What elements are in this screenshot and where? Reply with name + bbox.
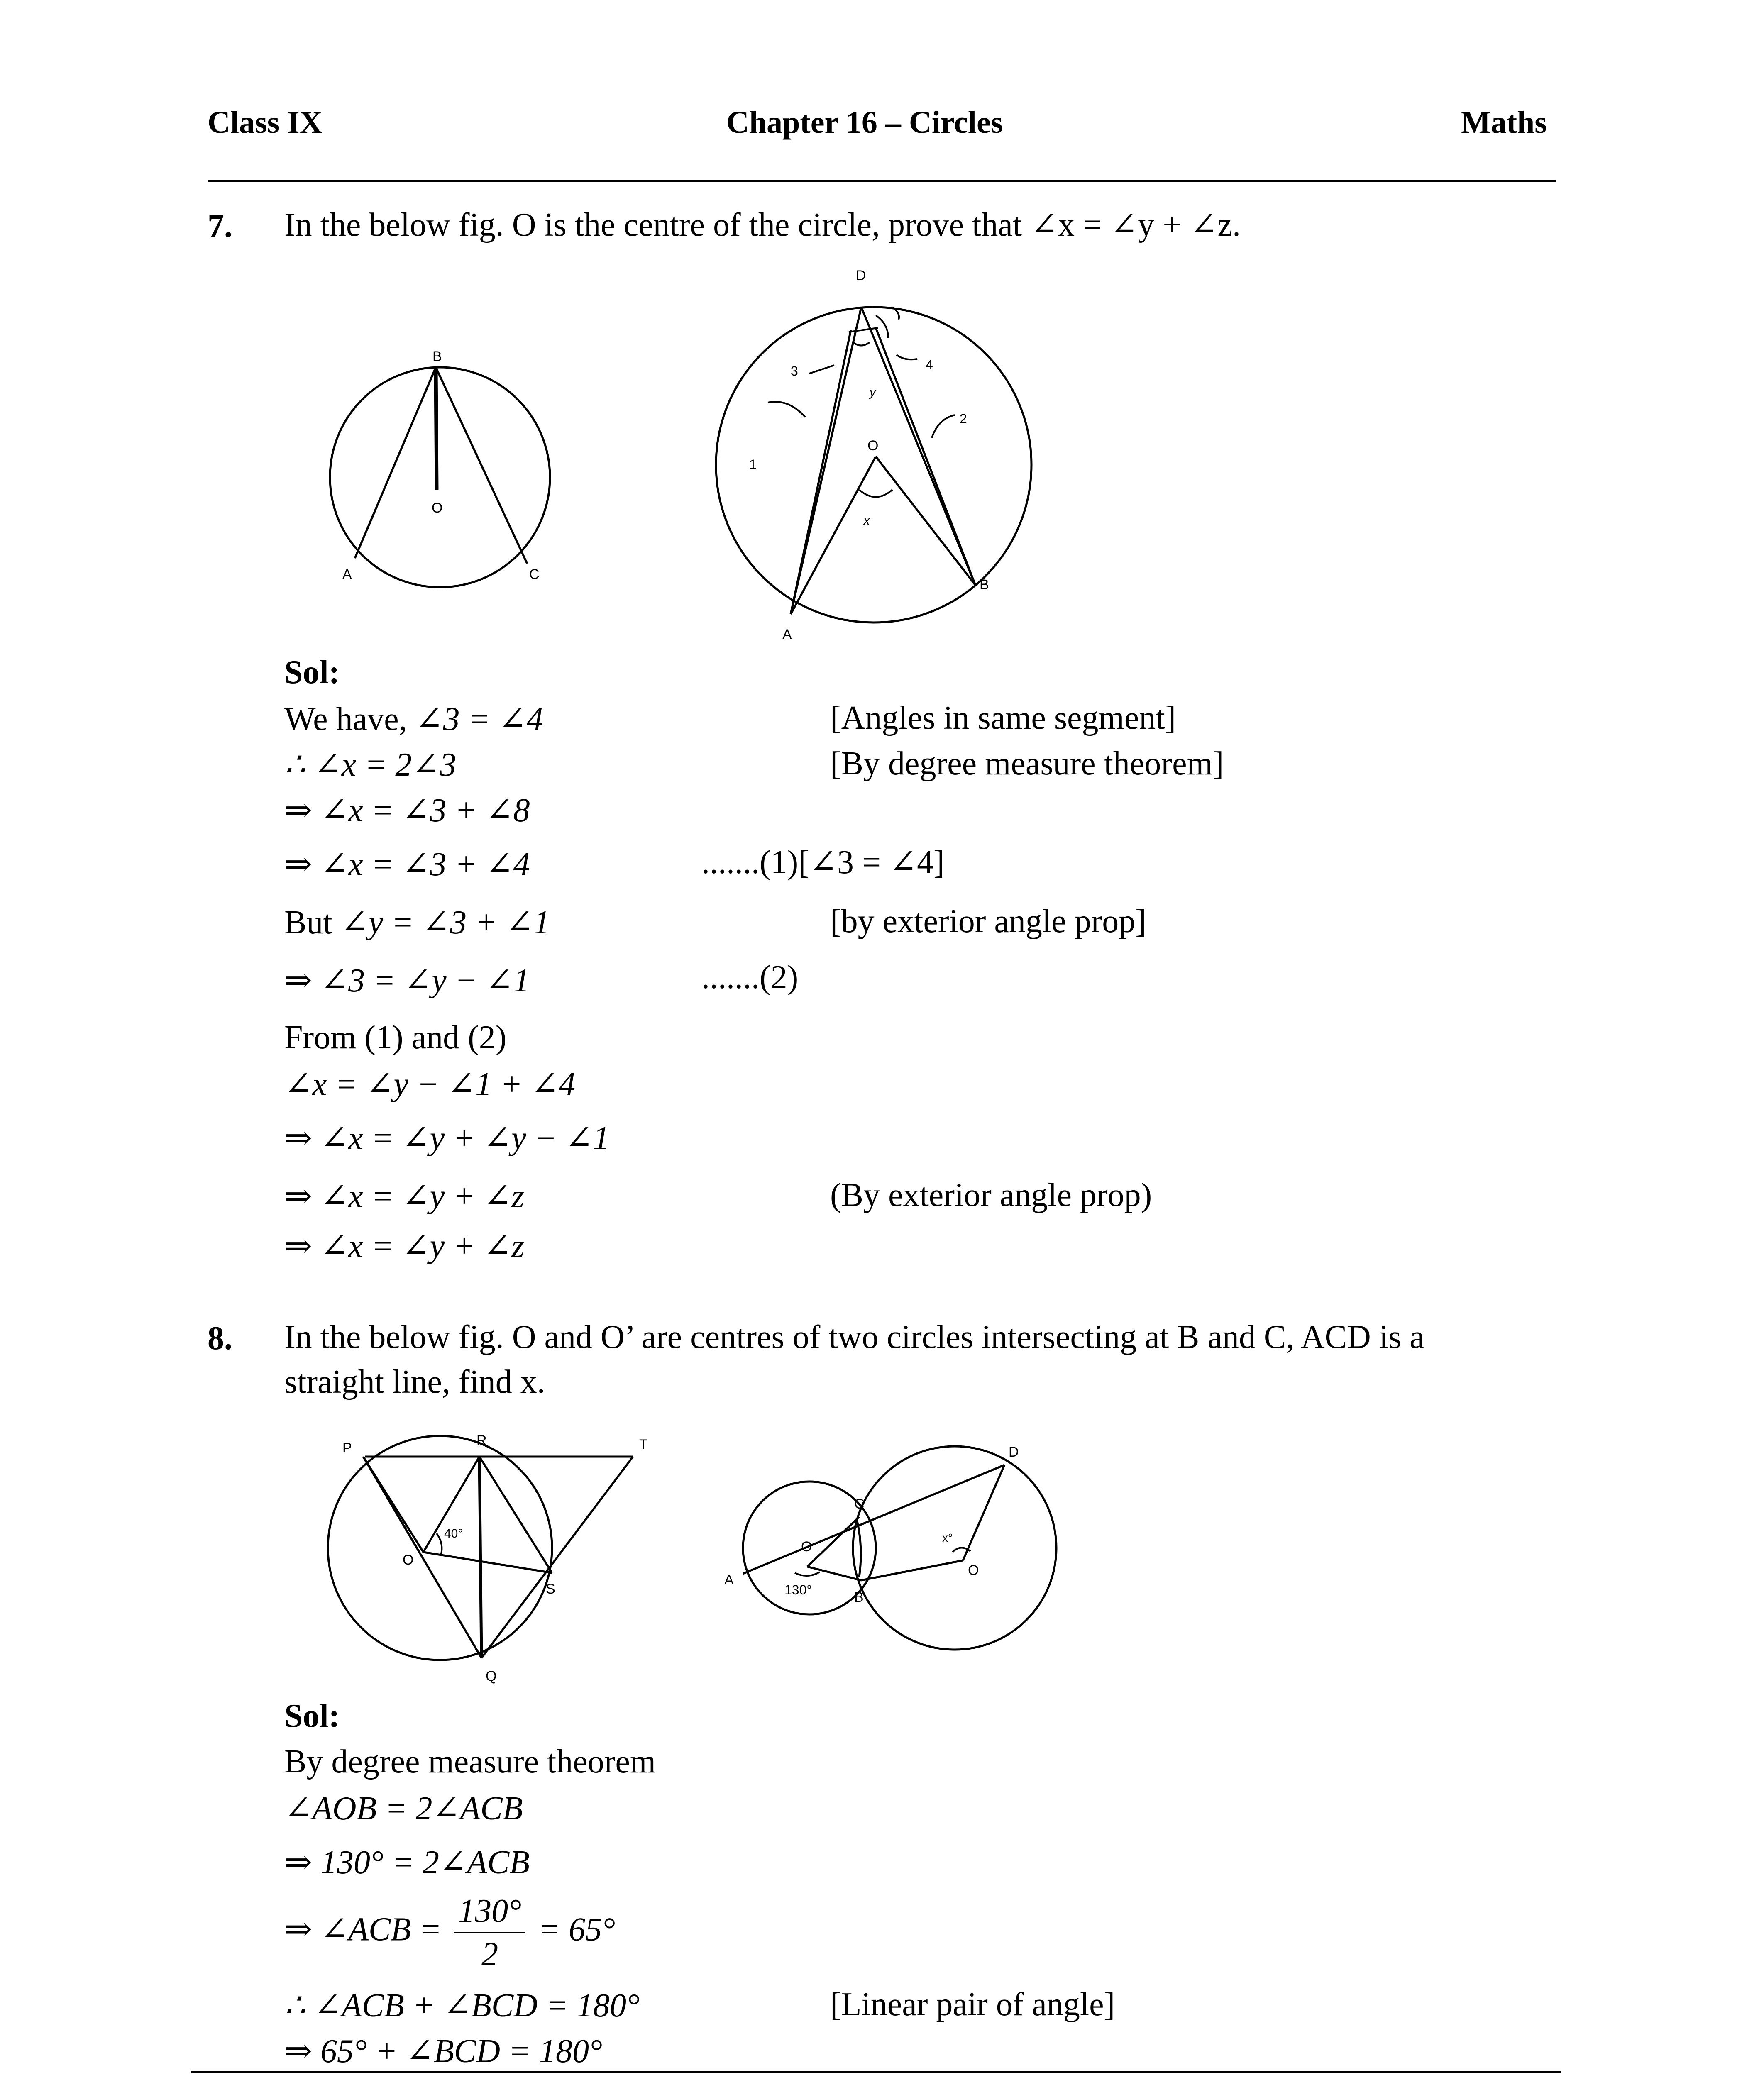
q8-fig2-label-x: x°	[942, 1531, 953, 1544]
q7-step-10-reason: (By exterior angle prop)	[830, 1177, 1152, 1213]
q7-step-7: From (1) and (2)	[284, 1019, 507, 1056]
q7-step-2-reason: [By degree measure theorem]	[830, 745, 1224, 782]
header-rule	[208, 180, 1556, 182]
q7-fig1-label-b: B	[432, 349, 442, 364]
q8-text: In the below fig. O and O’ are centres of two circles intersecting at B and C, ACD is a straight line, find x.	[284, 1319, 1424, 1400]
footer-rule	[191, 2071, 1561, 2073]
q8-number: 8.	[208, 1320, 232, 1357]
q7-fig2-label-3: 3	[791, 364, 798, 378]
header-subject: Maths	[1461, 105, 1547, 140]
q7-figure-1	[315, 349, 573, 606]
q7-step-1-lead: We have,	[284, 701, 415, 737]
q8-step-3-denominator: 2	[481, 1936, 498, 1972]
q7-fig2-label-a: A	[782, 627, 792, 642]
q8-step-3-fraction	[454, 1890, 525, 1975]
q8-fig2-label-c: C	[854, 1496, 865, 1512]
q7-fig2-label-4: 4	[926, 357, 933, 372]
q7-fig2-label-x: x	[863, 513, 870, 528]
q8-fig1-label-o: O	[403, 1552, 414, 1568]
q8-step-4: ∴ ∠ACB + ∠BCD = 180°	[284, 1987, 640, 2024]
q8-fig1-label-p: P	[342, 1440, 352, 1456]
q7-fig2-label-b: B	[980, 577, 989, 593]
q8-step-5: ⇒ 65° + ∠BCD = 180°	[284, 2033, 603, 2070]
q8-fig1-label-t: T	[639, 1437, 648, 1452]
q7-fig2-label-2: 2	[960, 411, 967, 426]
q7-step-5-expr: ∠y = ∠3 + ∠1	[340, 904, 550, 941]
header-class: Class IX	[208, 105, 323, 140]
q7-fig1-label-c: C	[529, 566, 540, 582]
q8-step-2: ⇒ 130° = 2∠ACB	[284, 1844, 530, 1881]
q7-step-2: ∴ ∠x = 2∠3	[284, 747, 457, 783]
q8-fig2-label-d: D	[1009, 1444, 1019, 1460]
q7-fig1-label-o: O	[432, 500, 443, 516]
q7-step-3: ⇒ ∠x = ∠3 + ∠8	[284, 792, 530, 829]
q8-fig2-label-o2: O	[968, 1562, 979, 1578]
q8-figure-1	[291, 1428, 689, 1685]
q7-step-9: ⇒ ∠x = ∠y + ∠y − ∠1	[284, 1120, 610, 1157]
q7-fig2-label-1: 1	[749, 457, 757, 472]
q8-step-4-reason: [Linear pair of angle]	[830, 1986, 1115, 2023]
q8-fig1-label-angle: 40°	[444, 1527, 463, 1540]
header-chapter: Chapter 16 – Circles	[726, 105, 1003, 140]
q8-fig2-label-o: O	[801, 1539, 812, 1555]
q7-step-5-reason: [by exterior angle prop]	[830, 903, 1146, 940]
q8-sol-label: Sol:	[284, 1698, 340, 1734]
q7-step-4-ref: .......(1)[∠3 = ∠4]	[701, 844, 945, 881]
q7-text: In the below fig. O is the centre of the circle, prove that ∠x = ∠y + ∠z.	[284, 207, 1241, 243]
q8-fig2-label-angle: 130°	[784, 1582, 812, 1597]
q8-step-3	[284, 1890, 615, 1975]
q8-fig1-label-s: S	[546, 1581, 555, 1597]
q7-fig2-label-d: D	[856, 268, 866, 283]
q8-step-3-pre: ⇒ ∠ACB =	[284, 1911, 450, 1948]
q7-step-5	[284, 903, 550, 942]
q7-step-6: ⇒ ∠3 = ∠y − ∠1	[284, 962, 530, 999]
q7-step-6-ref: .......(2)	[701, 959, 799, 996]
q7-step-10: ⇒ ∠x = ∠y + ∠z	[284, 1178, 525, 1215]
q7-step-1-reason: [Angles in same segment]	[830, 700, 1176, 736]
q7-fig1-label-a: A	[342, 566, 352, 582]
q7-step-11: ⇒ ∠x = ∠y + ∠z	[284, 1228, 525, 1265]
q7-sol-label: Sol:	[284, 654, 340, 691]
q8-fig1-label-q: Q	[486, 1668, 497, 1684]
q7-number: 7.	[208, 208, 232, 244]
q8-step-3-post: = 65°	[538, 1911, 616, 1948]
q7-fig2-label-o: O	[867, 438, 879, 454]
q7-step-4: ⇒ ∠x = ∠3 + ∠4	[284, 846, 530, 883]
q7-step-5-lead: But	[284, 904, 341, 941]
q7-fig2-label-y: y	[870, 386, 876, 399]
q8-intro: By degree measure theorem	[284, 1743, 656, 1780]
q8-figure-2	[722, 1419, 1096, 1660]
q7-step-8: ∠x = ∠y − ∠1 + ∠4	[284, 1066, 576, 1103]
q8-step-1: ∠AOB = 2∠ACB	[284, 1790, 523, 1827]
q8-fig1-label-r: R	[476, 1433, 487, 1448]
q8-step-3-numerator: 130°	[454, 1890, 525, 1933]
q8-fig2-label-b: B	[854, 1589, 864, 1605]
q7-step-1	[284, 699, 543, 738]
q7-figure-2	[681, 266, 1063, 647]
q8-fig2-label-a: A	[724, 1572, 734, 1588]
q7-step-1-expr: ∠3 = ∠4	[415, 701, 543, 737]
